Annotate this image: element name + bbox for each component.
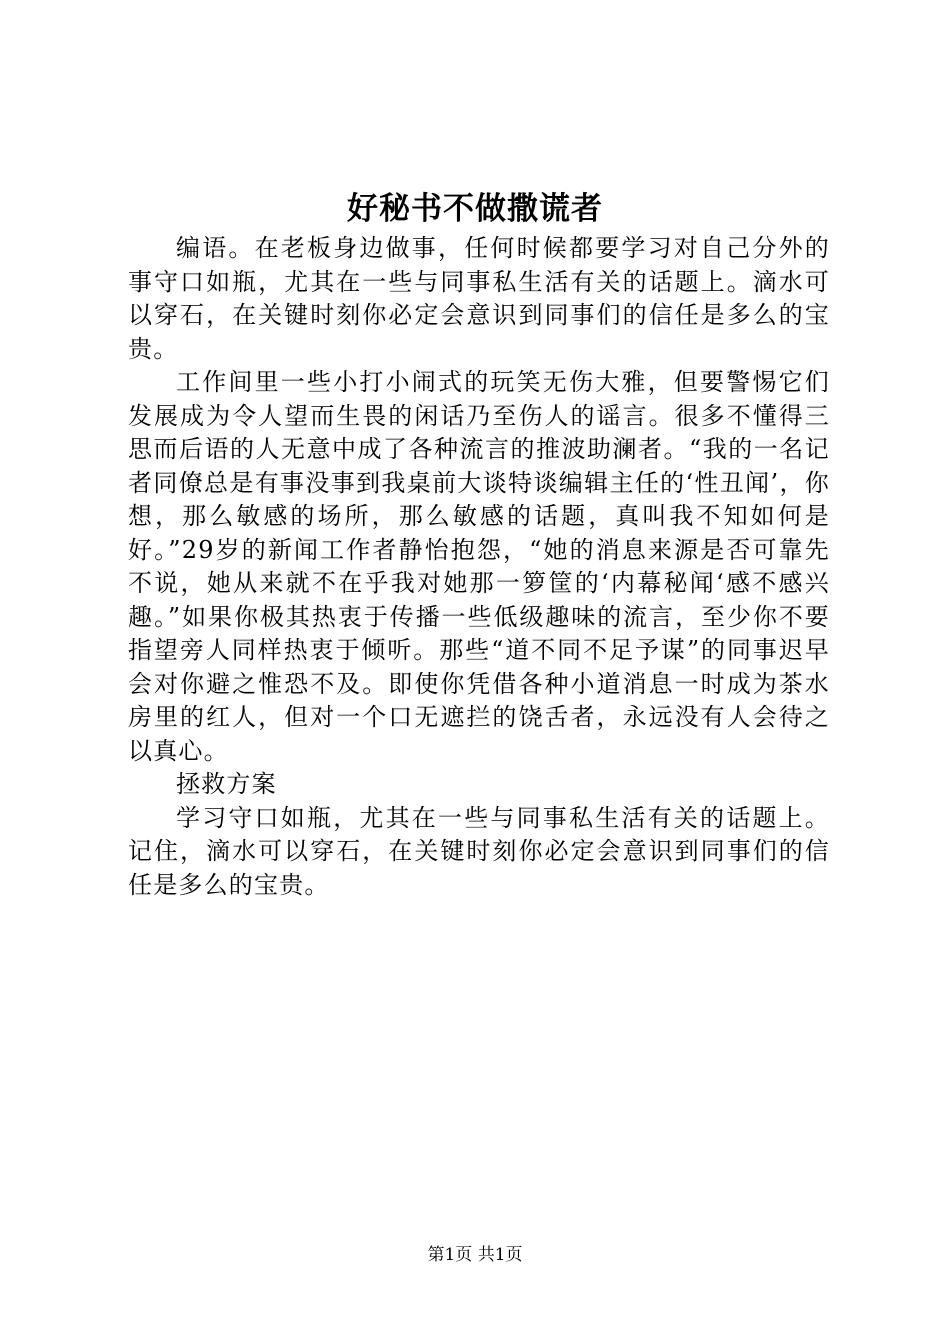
paragraph-intro: 编语。在老板身边做事，任何时候都要学习对自己分外的事守口如瓶，尤其在一些与同事私生活有关的话题上。滴水可以穿石，在关键时刻你必定会意识到同事们的信任是多么的宝贵。 <box>128 234 830 363</box>
paragraph-main: 工作间里一些小打小闹式的玩笑无伤大雅，但要警惕它们发展成为令人望而生畏的闲话乃至伤人的谣言。很多不懂得三思而后语的人无意中成了各种流言的推波助澜者。“我的一名记者同僚总是有事没事到我桌前大谈特谈编辑主任的‘性丑闻’，你想，那么敏感的场所，那么敏感的话题，真叫我不知如何是好。”29岁的新闻工作者静怡抱怨，“她的消息来源是否可靠先不说，她从来就不在乎我对她那一箩筐的‘内幕秘闻‘感不感兴趣。”如果你极其热衷于传播一些低级趣味的流言，至少你不要指望旁人同样热衷于倾听。那些“道不同不足予谋”的同事迟早会对你避之惟恐不及。即使你凭借各种小道消息一时成为茶水房里的红人，但对一个口无遮拦的饶舌者，永远没有人会待之以真心。 <box>128 368 830 765</box>
paragraph-rescue-plan: 学习守口如瓶，尤其在一些与同事私生活有关的话题上。记住，滴水可以穿石，在关键时刻你必定会意识到同事们的信任是多么的宝贵。 <box>128 803 830 899</box>
document-title: 好秘书不做撒谎者 <box>347 191 603 227</box>
page-number: 第1页 <box>427 1245 473 1265</box>
page-footer <box>0 1243 950 1267</box>
page-total: 共1页 <box>477 1245 523 1265</box>
document-body <box>128 232 830 902</box>
section-heading-rescue-plan: 拯救方案 <box>176 770 277 798</box>
